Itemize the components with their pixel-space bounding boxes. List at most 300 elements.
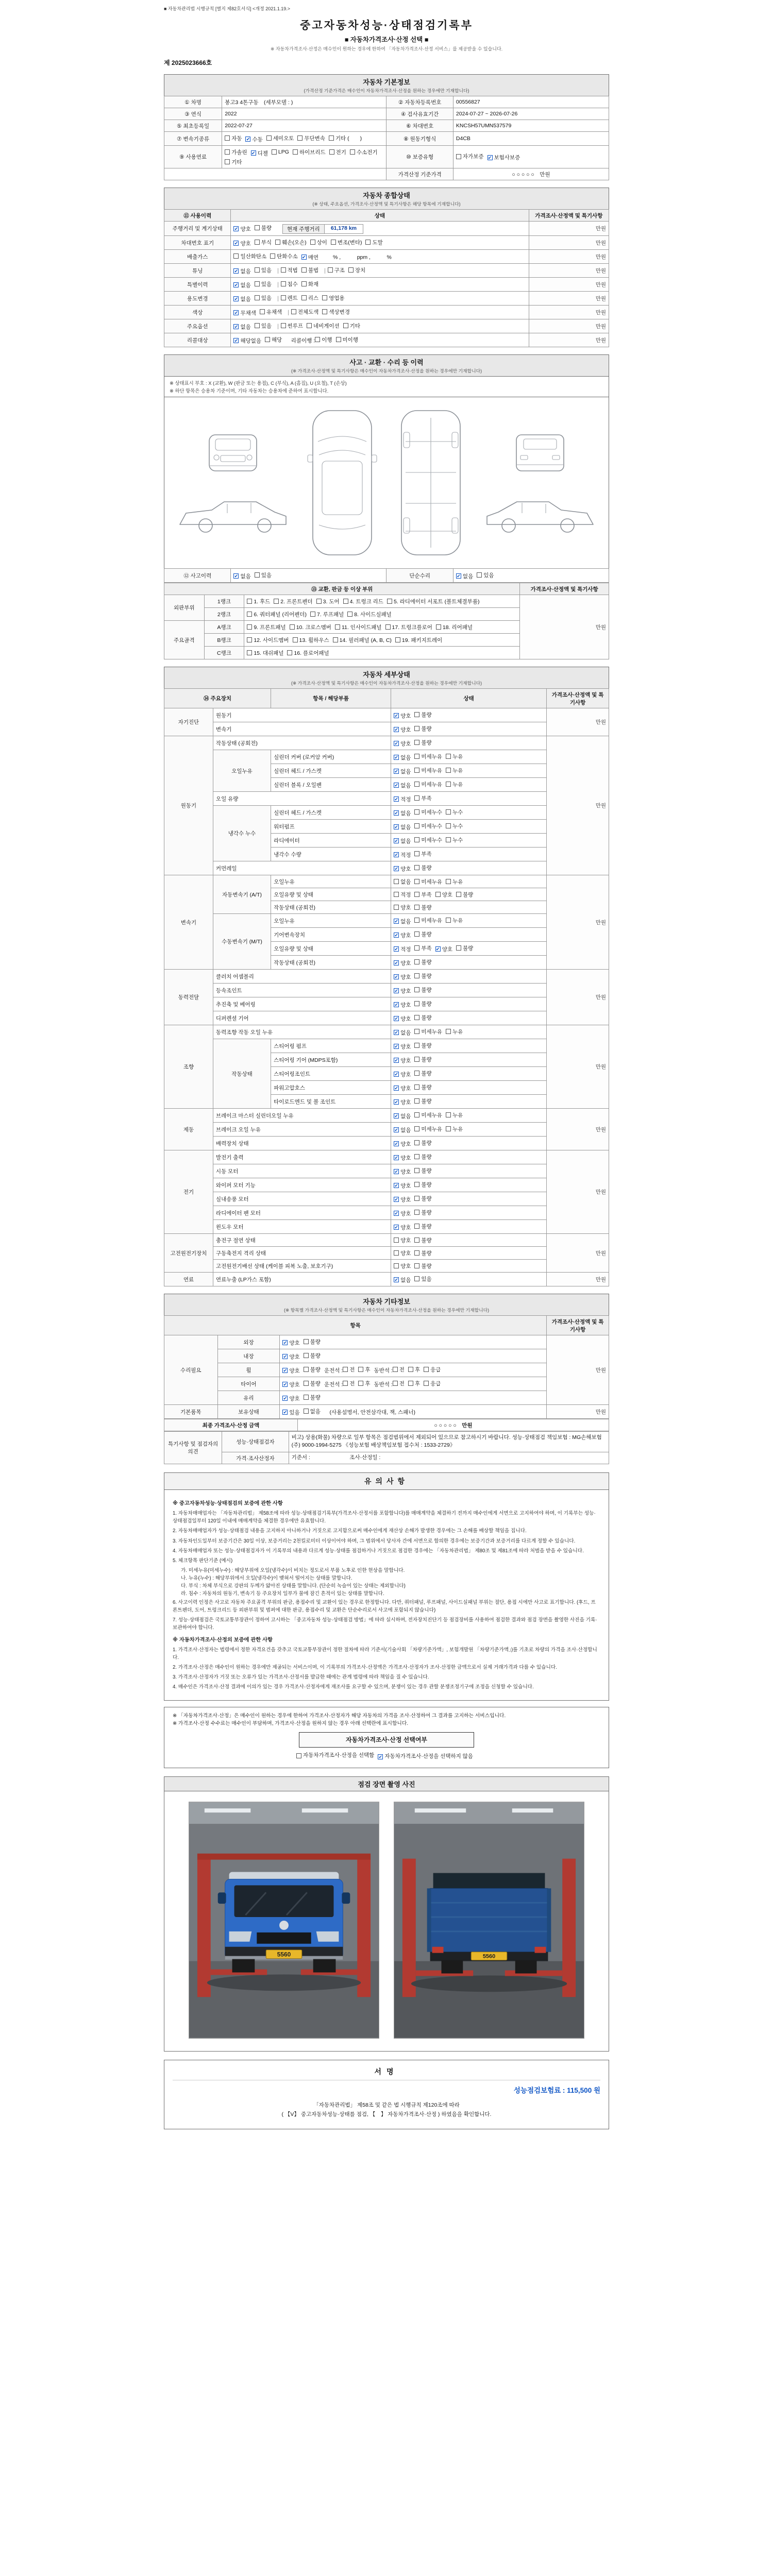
checkbox-침수[interactable]: 침수: [281, 280, 298, 288]
checkbox-가솔린[interactable]: 가솔린: [225, 148, 247, 156]
checkbox-5. 라디에이터 서포트 (볼트체결부품)[interactable]: 5. 라디에이터 서포트 (볼트체결부품): [387, 598, 480, 605]
car-underbody-view-diagram: [392, 405, 469, 560]
checkbox-적법[interactable]: 적법: [281, 266, 298, 274]
checkbox-불량[interactable]: 불량: [255, 224, 272, 232]
checkbox-있음[interactable]: 있음: [255, 571, 272, 579]
cell-text: 특기사항 및 점검자의 의견: [168, 1441, 219, 1455]
checkbox-없음[interactable]: ✔ 없음: [394, 918, 411, 925]
checkbox-양호[interactable]: ✔ 양호: [394, 974, 411, 980]
checkbox-리스[interactable]: 리스: [301, 294, 318, 302]
table-row: [164, 997, 609, 1011]
checkbox-19. 패키지트레이[interactable]: 19. 패키지트레이: [395, 636, 442, 644]
checkbox-불량[interactable]: 불량: [414, 1195, 431, 1202]
cell-text: 운전석 :: [324, 1367, 343, 1374]
cell-text: 실린더 헤드 / 가스켓: [274, 768, 322, 774]
checkbox-미세누수[interactable]: 미세누수: [414, 822, 442, 830]
value-cell: [213, 1247, 391, 1260]
checkbox-적정[interactable]: ✔ 적정: [394, 946, 411, 953]
checkbox-17. 트렁크플로어[interactable]: 17. 트렁크플로어: [385, 623, 432, 631]
label-cell: [164, 1432, 222, 1464]
table-row: [164, 914, 609, 928]
checkbox-불량[interactable]: 불량: [414, 1236, 431, 1244]
value-cell: [391, 1192, 547, 1206]
checkbox-누유[interactable]: 누유: [446, 1028, 463, 1036]
checkbox-양호[interactable]: ✔ 양호: [394, 1224, 411, 1231]
checkbox-누유[interactable]: 누유: [446, 1125, 463, 1133]
checkbox-도말[interactable]: 도말: [365, 239, 382, 246]
checkbox-변조(변타)[interactable]: 변조(변타): [331, 239, 362, 246]
cell-text: 만원: [595, 1189, 606, 1196]
table-row: [164, 806, 609, 820]
checkbox-없음[interactable]: ✔ 없음: [394, 1127, 411, 1133]
checkbox-양호[interactable]: ✔ 양호: [394, 1182, 411, 1189]
section-title-photos: 점검 장면 촬영 사진: [358, 1781, 415, 1789]
checkbox-후[interactable]: 후: [408, 1366, 420, 1374]
cell-text: 오일누유: [231, 768, 253, 774]
checkbox-누유[interactable]: 누유: [446, 917, 463, 924]
checkbox-3. 도어[interactable]: 3. 도어: [316, 598, 340, 605]
checkbox-누수[interactable]: 누수: [446, 808, 463, 816]
checkbox-부족[interactable]: 부족: [414, 850, 431, 858]
checkbox-부족[interactable]: 부족: [414, 794, 431, 802]
checkbox-불량[interactable]: 불량: [414, 958, 431, 966]
checkbox-디젤[interactable]: ✔ 디젤: [251, 150, 268, 157]
checkbox-양호[interactable]: ✔ 양호: [394, 1099, 411, 1106]
checkbox-양호[interactable]: 양호: [394, 1262, 411, 1270]
checkbox-양호[interactable]: ✔ 양호: [394, 740, 411, 747]
checkbox-미세누수[interactable]: 미세누수: [414, 808, 442, 816]
table-row: [164, 292, 609, 306]
checkbox-응급[interactable]: 응급: [424, 1366, 441, 1374]
checkbox-불량[interactable]: 불량: [414, 1181, 431, 1189]
checkbox-없음[interactable]: ✔ 없음: [394, 1277, 411, 1283]
table-row: [164, 1039, 609, 1053]
checkbox-전[interactable]: 전: [343, 1366, 355, 1374]
checkbox-네비게이션[interactable]: 네비게이션: [307, 322, 340, 330]
checkbox-양호[interactable]: ✔ 양호: [394, 932, 411, 939]
checkbox-13. 휠하우스[interactable]: 13. 휠하우스: [293, 636, 329, 644]
price-cell: [547, 1273, 609, 1286]
value-cell: [244, 608, 520, 621]
checkbox-없음[interactable]: ✔ 없음: [234, 324, 251, 330]
checkbox-미세누유[interactable]: 미세누유: [414, 1028, 442, 1036]
checkbox-14. 필러패널 (A, B, C)[interactable]: 14. 필러패널 (A, B, C): [333, 636, 392, 644]
checkbox-양호[interactable]: ✔ 양호: [394, 1196, 411, 1203]
checkbox-양호[interactable]: ✔ 양호: [394, 866, 411, 872]
checkbox-6. 쿼터패널 (리어펜더)[interactable]: 6. 쿼터패널 (리어펜더): [247, 611, 307, 618]
checkbox-없음[interactable]: ✔ 없음: [394, 824, 411, 831]
checkbox-불량[interactable]: 불량: [414, 1000, 431, 1008]
value-cell: [391, 1081, 547, 1095]
checkbox-자동차가격조사·산정을 선택하지 않음[interactable]: ✔ 자동차가격조사·산정을 선택하지 않음: [378, 1753, 473, 1760]
checkbox-무단변속[interactable]: 무단변속: [297, 134, 325, 142]
checkbox-1. 후드[interactable]: 1. 후드: [247, 598, 270, 605]
checkbox-양호[interactable]: ✔ 양호: [283, 1353, 300, 1360]
table-row: [164, 736, 609, 750]
checkbox-불량[interactable]: 불량: [304, 1394, 321, 1401]
checkbox-적정[interactable]: ✔ 적정: [394, 852, 411, 858]
checkbox-장치[interactable]: 장치: [348, 266, 365, 274]
checkbox-있음[interactable]: 있음: [255, 294, 272, 302]
checkbox-적정[interactable]: ✔ 적정: [394, 796, 411, 803]
checkbox-불법[interactable]: 불법: [301, 266, 318, 274]
checkbox-없음[interactable]: ✔ 없음: [234, 573, 251, 580]
cell-text: 만원: [595, 624, 606, 631]
checkbox-기타 ( )[interactable]: 기타 ( ): [329, 134, 362, 142]
checkbox-불량[interactable]: 불량: [414, 1139, 431, 1147]
checkbox-있음[interactable]: 있음: [414, 1275, 431, 1283]
section-bar-summary: [164, 188, 609, 209]
checkbox-8. 사이드실패널[interactable]: 8. 사이드실패널: [347, 611, 392, 618]
checkbox-7. 루프패널[interactable]: 7. 루프패널: [310, 611, 344, 618]
label-cell: [217, 1405, 280, 1419]
inspection-photo-front: [189, 1802, 379, 2039]
checkbox-양호[interactable]: ✔ 양호: [394, 1168, 411, 1175]
checkbox-양호[interactable]: ✔ 양호: [283, 1340, 300, 1346]
table-row: [164, 1123, 609, 1137]
checkbox-자동[interactable]: 자동: [225, 134, 242, 142]
checkbox-불량[interactable]: 불량: [414, 904, 431, 911]
label-cell: [222, 1432, 289, 1452]
checkbox-양호[interactable]: ✔ 양호: [394, 960, 411, 967]
checkbox-양호[interactable]: ✔ 양호: [394, 1085, 411, 1092]
checkbox-전체도색[interactable]: 전체도색: [291, 308, 319, 316]
cell-text: 실내송풍 모터: [215, 1196, 249, 1202]
checkbox-양호[interactable]: ✔ 양호: [394, 1002, 411, 1008]
checkbox-양호[interactable]: ✔ 양호: [394, 1043, 411, 1050]
price-select-box-title: 자동차가격조사·산정 선택여부: [299, 1732, 474, 1748]
odometer-value: 61,178 km: [330, 225, 357, 231]
checkbox-양호[interactable]: 양호: [394, 1249, 411, 1257]
checkbox-불량[interactable]: 불량: [414, 1223, 431, 1230]
table-row: [164, 1419, 609, 1431]
checkbox-양호[interactable]: ✔ 양호: [394, 1210, 411, 1217]
checkbox-화재[interactable]: 화재: [301, 280, 318, 288]
checkbox-해당없음[interactable]: ✔ 해당없음: [234, 337, 262, 344]
cell-text: 만원: [595, 1409, 606, 1415]
checkbox-미세누유[interactable]: 미세누유: [414, 753, 442, 760]
checkbox-없음[interactable]: 없음: [394, 878, 411, 886]
value-cell: [231, 250, 529, 264]
checkbox-부식[interactable]: 부식: [255, 239, 272, 246]
checkbox-미세누유[interactable]: 미세누유: [414, 1111, 442, 1119]
checkbox-불량[interactable]: 불량: [414, 1209, 431, 1216]
checkbox-누유[interactable]: 누유: [446, 767, 463, 774]
cell-text: 2024-07-27 ~ 2026-07-26: [456, 111, 518, 117]
checkbox-기타[interactable]: 기타: [343, 322, 360, 330]
checkbox-미세누유[interactable]: 미세누유: [414, 917, 442, 924]
checkbox-4. 트렁크 리드[interactable]: 4. 트렁크 리드: [343, 598, 383, 605]
checkbox-탄화수소[interactable]: 탄화수소: [270, 252, 298, 260]
checkbox-불량[interactable]: 불량: [414, 739, 431, 747]
checkbox-미세누수[interactable]: 미세누수: [414, 836, 442, 844]
checkbox-없음[interactable]: ✔ 없음: [394, 810, 411, 817]
checkbox-매연[interactable]: ✔ 매연: [301, 254, 319, 261]
checkbox-영업용[interactable]: 영업용: [322, 294, 344, 302]
value-cell: [391, 1067, 547, 1081]
table-row: [164, 132, 609, 146]
checkbox-일산화탄소[interactable]: 일산화탄소: [233, 252, 266, 260]
checkbox-전[interactable]: 전: [393, 1380, 405, 1387]
checkbox-10. 크로스멤버[interactable]: 10. 크로스멤버: [290, 623, 331, 631]
checkbox-누유[interactable]: 누유: [446, 1111, 463, 1119]
table-row: [164, 278, 609, 292]
label-cell: [164, 319, 231, 333]
value-cell: [213, 1011, 391, 1025]
value-cell: [391, 956, 547, 970]
value-cell: [244, 634, 520, 647]
cell-text: 수리필요: [180, 1367, 201, 1374]
checkbox-양호[interactable]: ✔ 양호: [394, 988, 411, 994]
value-cell: [391, 764, 547, 778]
table-row: [164, 595, 609, 608]
label-cell: [164, 278, 231, 292]
checkbox-없음[interactable]: ✔ 없음: [234, 282, 251, 289]
note-subitem: 다. 부식 : 차체 부식으로 강판의 두께가 얇아진 상태를 말합니다. (단순히 녹슬어 있는 상태는 제외합니다): [181, 1583, 406, 1589]
checkbox-불량[interactable]: 불량: [414, 1070, 431, 1077]
photos-section: [164, 1776, 609, 2052]
checkbox-양호[interactable]: ✔ 양호: [394, 1155, 411, 1161]
checkbox-불량[interactable]: 불량: [414, 1167, 431, 1175]
checkbox-적정[interactable]: 적정: [394, 891, 411, 899]
checkbox-누수[interactable]: 누수: [446, 836, 463, 844]
note-item: 2. 가격조사·산정은 매수인이 원하는 경우에만 제공되는 서비스이며, 이 기록부의 가격조사·산정액은 가격조사·산정자가 조사·산정한 금액으로서 실제 거래가격과 다를 수 있습니다.: [173, 1664, 557, 1670]
checkbox-불량[interactable]: 불량: [414, 986, 431, 994]
checkbox-불량[interactable]: 불량: [414, 725, 431, 733]
value-cell: [231, 292, 529, 306]
cell-text: 오일유량 및 상태: [274, 945, 313, 952]
checkbox-불량[interactable]: 불량: [414, 972, 431, 980]
checkbox-18. 리어패널[interactable]: 18. 리어패널: [436, 623, 473, 631]
note-item: 4. 매수인은 가격조사·산정 결과에 이의가 있는 경우 가격조사·산정자에게 재조사를 요구할 수 있으며, 분쟁이 있는 경우 관할 분쟁조정기구에 조정을 신청할 수 있습니다.: [173, 1684, 534, 1690]
checkbox-미세누유[interactable]: 미세누유: [414, 781, 442, 788]
table-row: [164, 108, 609, 120]
checkbox-15. 대쉬패널[interactable]: 15. 대쉬패널: [247, 649, 283, 657]
checkbox-불량[interactable]: 불량: [414, 1262, 431, 1270]
cell-text: 최종 가격조사·산정 금액: [202, 1422, 260, 1429]
section-title-detail: 자동차 세부상태: [363, 671, 410, 679]
checkbox-부족[interactable]: 부족: [414, 891, 431, 899]
price-cell: [547, 708, 609, 736]
checkbox-16. 플로어패널[interactable]: 16. 플로어패널: [287, 649, 329, 657]
value-cell: [271, 1067, 391, 1081]
checkbox-양호[interactable]: ✔ 양호: [394, 726, 411, 733]
section-title-basic: 자동차 기본정보: [363, 78, 410, 86]
checkbox-있음[interactable]: 있음: [255, 322, 272, 330]
checkbox-누유[interactable]: 누유: [446, 781, 463, 788]
checkbox-있음[interactable]: ✔ 있음: [283, 1409, 300, 1416]
checkbox-없음[interactable]: ✔ 없음: [457, 573, 474, 580]
header-cell: [164, 210, 231, 222]
checkbox-해당[interactable]: 해당: [265, 336, 282, 344]
checkbox-불량[interactable]: 불량: [456, 891, 473, 899]
checkbox-색상변경[interactable]: 색상변경: [322, 308, 350, 316]
table-row: [164, 1452, 609, 1464]
checkbox-누수[interactable]: 누수: [446, 822, 463, 830]
label-cell: [164, 970, 213, 1025]
checkbox-양호[interactable]: ✔ 양호: [394, 1015, 411, 1022]
checkbox-없음[interactable]: ✔ 없음: [234, 296, 251, 302]
checkbox-불량[interactable]: 불량: [304, 1366, 321, 1374]
cell-text: 배력장치 상태: [215, 1140, 249, 1147]
checkbox-9. 프론트패널[interactable]: 9. 프론트패널: [247, 623, 285, 631]
cell-text: ⑪ 사용이력: [183, 212, 212, 219]
checkbox-미세누유[interactable]: 미세누유: [414, 1125, 442, 1133]
checkbox-전[interactable]: 전: [343, 1380, 355, 1387]
cell-text: ⑬ 교환, 판금 등 이상 부위: [311, 586, 373, 592]
checkbox-불량[interactable]: 불량: [456, 944, 473, 952]
checkbox-불량[interactable]: 불량: [304, 1352, 321, 1360]
notes-body: [164, 1490, 609, 1700]
value-cell: [231, 569, 386, 583]
checkbox-양호[interactable]: ✔ 양호: [234, 240, 251, 247]
header-cell: [547, 689, 609, 708]
checkbox-이행[interactable]: 이행: [315, 336, 332, 344]
checkbox-미세누유[interactable]: 미세누유: [414, 767, 442, 774]
checkbox-불량[interactable]: 불량: [414, 1014, 431, 1022]
checkbox-미이행[interactable]: 미이행: [336, 336, 358, 344]
cell-text: 냉각수 누수: [228, 831, 256, 837]
checkbox-세미오토[interactable]: 세미오토: [266, 134, 294, 142]
checkbox-불량[interactable]: 불량: [414, 930, 431, 938]
checkbox-LPG[interactable]: LPG: [272, 149, 289, 155]
checkbox-자가보증[interactable]: 자가보증: [456, 152, 484, 160]
checkbox-양호[interactable]: ✔ 양호: [283, 1367, 300, 1374]
cell-text: ｜: [275, 282, 281, 289]
value-cell: [391, 1137, 547, 1150]
checkbox-썬루프[interactable]: 썬루프: [281, 322, 303, 330]
checkbox-불량[interactable]: 불량: [304, 1380, 321, 1387]
checkbox-양호[interactable]: ✔ 양호: [283, 1395, 300, 1402]
checkbox-후[interactable]: 후: [408, 1380, 420, 1387]
checkbox-없음[interactable]: ✔ 없음: [394, 782, 411, 789]
note-subitem: 라. 침수 : 자동차의 원동기, 변속기 등 주요장치 일부가 물에 잠긴 흔적이 있는 상태를 말합니다.: [181, 1590, 384, 1597]
checkbox-누유[interactable]: 누유: [446, 878, 463, 886]
checkbox-불량[interactable]: 불량: [414, 1153, 431, 1161]
value-cell: [391, 806, 547, 820]
checkbox-전기[interactable]: 전기: [329, 148, 346, 156]
checkbox-11. 인사이드패널[interactable]: 11. 인사이드패널: [335, 623, 382, 631]
price-select-options: [173, 1751, 600, 1761]
checkbox-있음[interactable]: 있음: [477, 571, 494, 579]
value-cell: [271, 1039, 391, 1053]
section-note-misc: (※ 항목별 가격조사·산정액 및 특기사항은 매수인이 자동차가격조사·산정을 원하는 경우에만 기재합니다): [284, 1308, 489, 1313]
checkbox-양호[interactable]: ✔ 양호: [394, 1057, 411, 1064]
checkbox-렌트[interactable]: 렌트: [281, 294, 298, 302]
checkbox-상이[interactable]: 상이: [310, 239, 327, 246]
checkbox-부족[interactable]: 부족: [414, 944, 431, 952]
checkbox-불량[interactable]: 불량: [414, 1083, 431, 1091]
note-subitem: 가. 미세누유(미세누수) : 해당부위에 오일(냉각수)이 비치는 정도로서 부품 노후로 인한 현상을 말합니다.: [181, 1567, 405, 1573]
page-subtitle: ■ 자동차가격조사·산정 선택 ■: [344, 36, 429, 43]
checkbox-전[interactable]: 전: [393, 1366, 405, 1374]
checkbox-보험사보증[interactable]: ✔ 보험사보증: [488, 155, 520, 161]
checkbox-구조[interactable]: 구조: [328, 266, 345, 274]
section-overall-state: [164, 188, 609, 347]
checkbox-후[interactable]: 후: [358, 1366, 370, 1374]
checkbox-양호[interactable]: ✔ 양호: [394, 1071, 411, 1078]
table-row: [164, 1405, 609, 1419]
checkbox-자동차가격조사·산정을 선택함[interactable]: 자동차가격조사·산정을 선택함: [296, 1752, 374, 1760]
checkbox-기타[interactable]: 기타: [225, 158, 242, 166]
checkbox-양호[interactable]: ✔ 양호: [283, 1381, 300, 1388]
cell-text: 만원: [595, 323, 606, 330]
value-cell: [213, 997, 391, 1011]
value-cell: [244, 595, 520, 608]
inspector-opinion-table: [164, 1431, 609, 1464]
label-cell: [386, 168, 453, 180]
checkbox-없음[interactable]: ✔ 없음: [394, 1029, 411, 1036]
checkbox-불량[interactable]: 불량: [414, 1056, 431, 1063]
checkbox-양호[interactable]: 양호: [435, 891, 452, 899]
checkbox-없음[interactable]: ✔ 없음: [234, 268, 251, 275]
checkbox-양호[interactable]: ✔ 양호: [394, 1141, 411, 1147]
checkbox-수동[interactable]: ✔ 수동: [246, 136, 263, 143]
basic-info-table: [164, 96, 609, 180]
section-bar-basic: [164, 74, 609, 96]
table-row: [164, 168, 609, 180]
table-row: [164, 1137, 609, 1150]
cell-text: 와이퍼 모터 기능: [215, 1182, 256, 1189]
label-cell: [204, 634, 244, 647]
table-row: [164, 1260, 609, 1273]
checkbox-불량[interactable]: 불량: [304, 1338, 321, 1346]
checkbox-없음[interactable]: 없음: [304, 1408, 321, 1415]
checkbox-유채색[interactable]: 유채색: [260, 308, 282, 316]
checkbox-양호[interactable]: 양호: [394, 904, 411, 911]
checkbox-없음[interactable]: ✔ 없음: [394, 838, 411, 844]
checkbox-있음[interactable]: 있음: [255, 280, 272, 288]
checkbox-누유[interactable]: 누유: [446, 753, 463, 760]
checkbox-응급[interactable]: 응급: [424, 1380, 441, 1387]
checkbox-불량[interactable]: 불량: [414, 1097, 431, 1105]
checkbox-불량[interactable]: 불량: [414, 711, 431, 719]
value-cell: [231, 278, 529, 292]
inspection-photos: [164, 1791, 609, 2052]
checkbox-후[interactable]: 후: [358, 1380, 370, 1387]
value-cell: [453, 108, 609, 120]
checkbox-2. 프론트펜더[interactable]: 2. 프론트펜더: [274, 598, 312, 605]
checkbox-양호[interactable]: ✔ 양호: [435, 946, 452, 953]
value-cell: [244, 621, 520, 634]
cell-text: 수동변속기 (M/T): [222, 939, 262, 945]
price-cell: [529, 333, 609, 347]
checkbox-불량[interactable]: 불량: [414, 1249, 431, 1257]
checkbox-양호[interactable]: ✔ 양호: [394, 713, 411, 719]
checkbox-12. 사이드멤버[interactable]: 12. 사이드멤버: [247, 636, 289, 644]
checkbox-양호[interactable]: 양호: [394, 1236, 411, 1244]
checkbox-불량[interactable]: 불량: [414, 864, 431, 872]
cell-text: 가격·조사산정자: [236, 1455, 275, 1462]
checkbox-무채색[interactable]: ✔ 무채색: [234, 310, 256, 316]
checkbox-없음[interactable]: ✔ 없음: [394, 768, 411, 775]
price-cell: [529, 236, 609, 250]
value-cell: [231, 333, 529, 347]
table-row: [164, 569, 609, 583]
checkbox-하이브리드[interactable]: 하이브리드: [293, 148, 326, 156]
cell-text: 오일유량 및 상태: [274, 891, 313, 898]
checkbox-없음[interactable]: ✔ 없음: [394, 1113, 411, 1120]
checkbox-있음[interactable]: 있음: [255, 266, 272, 274]
checkbox-미세누유[interactable]: 미세누유: [414, 878, 442, 886]
checkbox-불량[interactable]: 불량: [414, 1042, 431, 1049]
checkbox-훼손(오손)[interactable]: 훼손(오손): [275, 239, 307, 246]
checkbox-없음[interactable]: ✔ 없음: [394, 754, 411, 761]
value-cell: [213, 1109, 391, 1123]
checkbox-수소전기[interactable]: 수소전기: [350, 148, 378, 156]
cell-text: 냉각수 수량: [274, 851, 301, 858]
checkbox-양호[interactable]: ✔ 양호: [234, 226, 251, 232]
